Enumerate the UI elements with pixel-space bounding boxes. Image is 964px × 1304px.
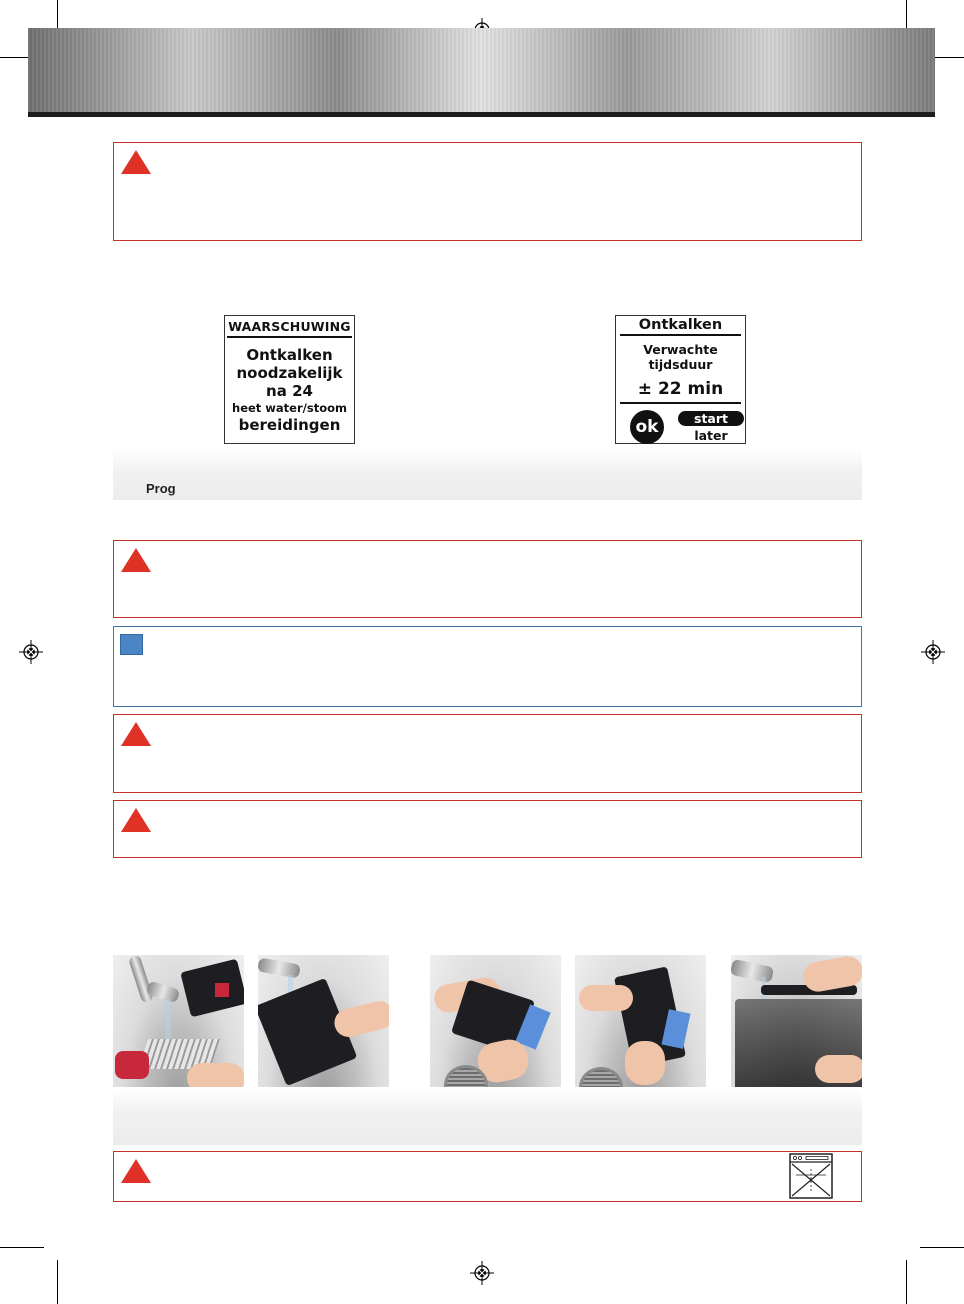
screen-title: Ontkalken (620, 316, 741, 336)
crop-mark (0, 1247, 44, 1248)
photo-rinsing-coffee-grounds-container (258, 955, 389, 1087)
warning-triangle-icon (121, 808, 151, 832)
warning-triangle-icon (121, 548, 151, 572)
warning-triangle-icon (121, 150, 151, 174)
warning-triangle-icon (121, 1159, 151, 1183)
photo-rinsing-water-tank (731, 955, 862, 1087)
screen-line: Verwachte (643, 342, 718, 357)
screen-line: tijdsduur (648, 357, 713, 372)
photo-rinsing-part-with-blue-tab (430, 955, 561, 1087)
info-box (113, 626, 862, 707)
no-dishwasher-icon (788, 1153, 834, 1199)
prog-label: Prog (146, 481, 176, 496)
warning-triangle-icon (121, 722, 151, 746)
caption-band (113, 1088, 862, 1145)
duration-label: ± 22 min (620, 378, 741, 404)
ok-button: ok (630, 410, 664, 444)
warning-box (113, 714, 862, 793)
warning-box (113, 800, 862, 858)
photo-holding-part-with-blue-tab (575, 955, 706, 1087)
photo-rinsing-drip-tray (113, 955, 244, 1087)
header-band (28, 28, 935, 112)
display-warning-screen (224, 315, 355, 444)
screen-line: Ontkalken (246, 346, 333, 364)
later-label: later (694, 428, 728, 443)
start-button: start (678, 411, 744, 426)
screen-title: WAARSCHUWING (227, 316, 352, 338)
display-descale-screen (615, 315, 746, 444)
registration-mark-icon (470, 1261, 494, 1285)
screen-line: bereidingen (238, 416, 341, 434)
header-rule (28, 112, 935, 117)
warning-box (113, 142, 862, 241)
screen-line: na 24 (266, 382, 313, 400)
crop-mark (920, 1247, 964, 1248)
registration-mark-icon (19, 640, 43, 664)
crop-mark (57, 1260, 58, 1304)
info-square-icon (120, 634, 143, 655)
screen-line: heet water/stoom (232, 401, 347, 415)
registration-mark-icon (921, 640, 945, 664)
crop-mark (906, 1260, 907, 1304)
caption-band (113, 448, 862, 500)
warning-box (113, 1151, 862, 1202)
screen-line: noodzakelijk (236, 364, 343, 382)
warning-box (113, 540, 862, 618)
